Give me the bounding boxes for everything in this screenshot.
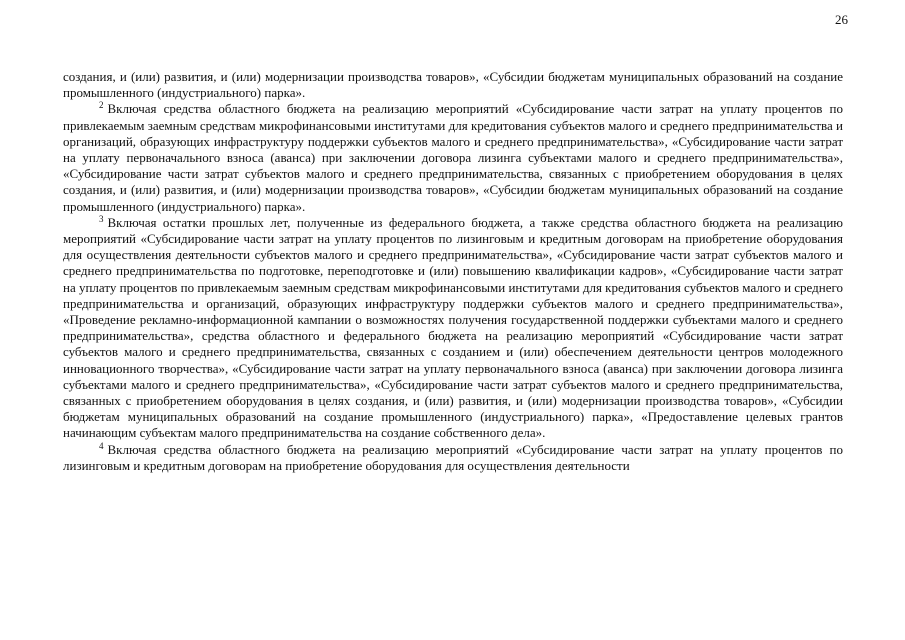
footnote-2 <box>63 101 843 214</box>
footnotes-text <box>63 69 843 474</box>
footnote-text: Включая средства областного бюджета на реализацию мероприятий «Субсидирование части затрат на уплату процентов по лизинговым и кредитным договорам на приобретение оборудования для осуществления деятельности <box>63 441 843 473</box>
footnote-marker: 3 <box>99 213 104 224</box>
paragraph-continuation <box>63 69 843 101</box>
footnote-marker: 4 <box>99 440 104 451</box>
footnote-text: Включая средства областного бюджета на реализацию мероприятий «Субсидирование части затрат на уплату процентов по привлекаемым заемным средствам микрофинансовыми институтами для кредитования субъектов малого и среднего предпринимательства и организаций, образующих инфраструктуру поддержки субъектов малого и среднего предпринимательства», «Субсидирование части затрат на уплату первоначального взноса (аванса) при заключении договора лизинга субъектами малого и среднего предпринимательства», «Субсидирование части затрат субъектов малого и среднего предпринимательства, связанных с приобретением оборудования в целях создания, и (или) развития, и (или) модернизации производства товаров», «Субсидии бюджетам муниципальных образований на создание промышленного (индустриального) парка». <box>63 101 843 214</box>
paragraph-text: создания, и (или) развития, и (или) модернизации производства товаров», «Субсидии бюджетам муниципальных образований на создание промышленного (индустриального) парка». <box>63 69 843 101</box>
footnote-text: Включая остатки прошлых лет, полученные из федерального бюджета, а также средства областного бюджета на реализацию мероприятий «Субсидирование части затрат на уплату процентов по лизинговым и кредитным договорам на приобретение оборудования для осуществления деятельности субъектов малого и среднего предпринимательства», «Субсидирование части затрат субъектов малого и среднего предпринимательства по подготовке, переподготовке и (или) повышению квалификации кадров», «Субсидирование части затрат на уплату процентов по привлекаемым заемным средствам микрофинансовыми институтами для кредитования субъектов малого и среднего предпринимательства и организаций, образующих инфраструктуру поддержки субъектов малого и среднего предпринимательства», «Проведение рекламно-информационной кампании о возможностях получения государственной поддержки субъектами малого и среднего предпринимательства», средства областного и федерального бюджета на реализацию мероприятий «Субсидирование части затрат субъектов малого и среднего предпринимательства, связанных с созданием и (или) обеспечением деятельности центров молодежного инновационного творчества», «Субсидирование части затрат на уплату первоначального взноса (аванса) при заключении договора лизинга субъектами малого и среднего предпринимательства», «Субсидирование части затрат субъектов малого и среднего предпринимательства, связанных с приобретением оборудования в целях создания, и (или) развития, и (или) модернизации производства товаров», «Субсидии бюджетам муниципальных образований на создание промышленного (индустриального) парка», «Предоставление целевых грантов начинающим субъектам малого предпринимательства на создание собственного дела». <box>63 214 843 441</box>
footnote-marker: 2 <box>99 100 104 111</box>
footnote-3 <box>63 215 843 442</box>
footnote-4 <box>63 442 843 474</box>
page-number: 26 <box>835 12 848 27</box>
